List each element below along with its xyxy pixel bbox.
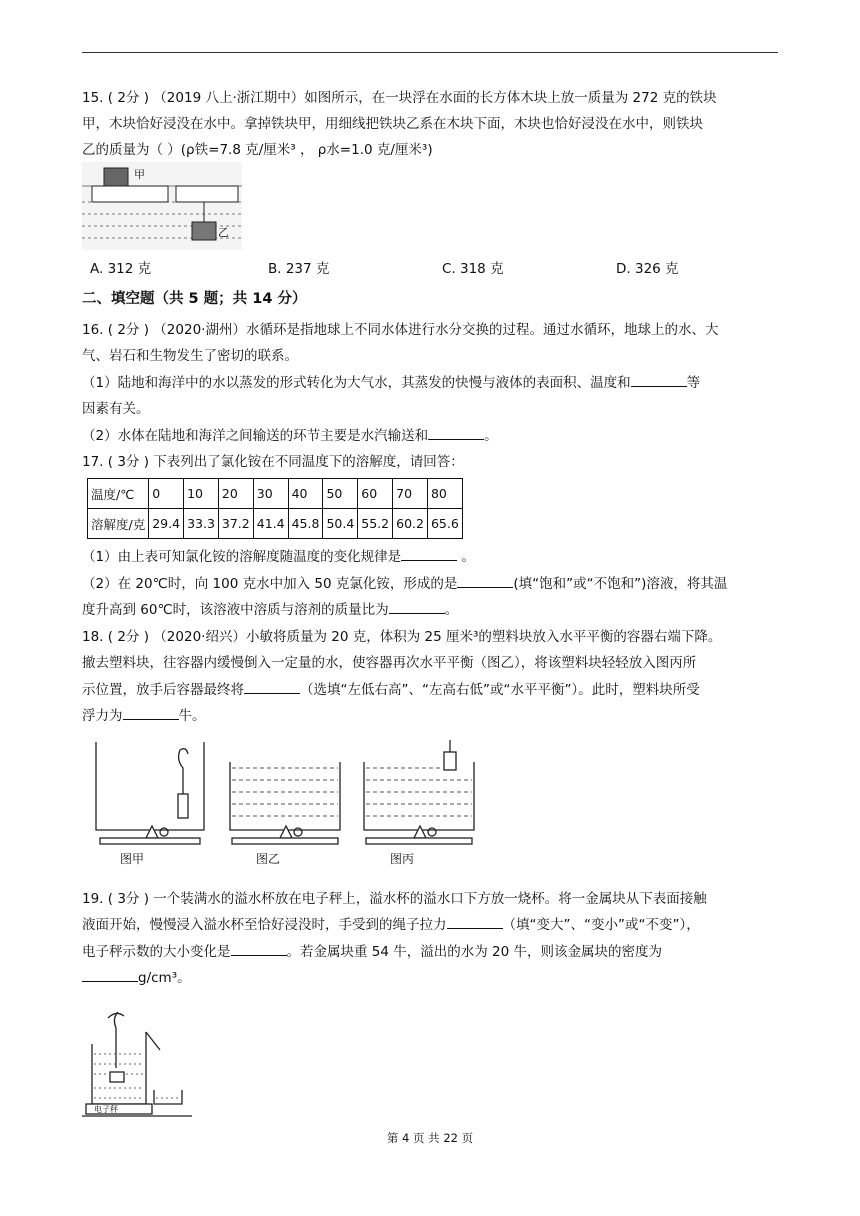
table-cell: 41.4	[253, 509, 288, 539]
option-d[interactable]: D. 326 克	[616, 261, 679, 277]
section-title: 二、填空题（共 5 题；共 14 分）	[82, 291, 307, 307]
fig-label-yi: 图乙	[256, 852, 281, 866]
table-cell: 45.8	[288, 509, 323, 539]
q15-line2: 甲，木块恰好浸没在水中。拿掉铁块甲，用细线把铁块乙系在木块下面，木块也恰好浸没在水中，则铁块	[82, 116, 703, 132]
table-cell: 温度/℃	[88, 479, 149, 509]
fig-label-yi: 乙	[218, 226, 229, 239]
blank[interactable]	[389, 599, 445, 614]
table-cell: 40	[288, 479, 323, 509]
fig-label-jia: 甲	[134, 168, 145, 181]
q17-sub1: （1）由上表可知氯化铵的溶解度随温度的变化规律是 。	[82, 545, 782, 569]
q16-sub2: （2）水体在陆地和海洋之间输送的环节主要是水汽输送和 。	[82, 424, 782, 448]
table-cell: 60.2	[393, 509, 428, 539]
blank[interactable]	[457, 573, 513, 588]
q15-options	[90, 257, 770, 281]
blank[interactable]	[428, 425, 484, 440]
table-cell: 37.2	[218, 509, 253, 539]
table-cell: 50.4	[323, 509, 358, 539]
table-row	[88, 509, 463, 539]
table-cell: 50	[323, 479, 358, 509]
q17-sub2-cont: 度升高到 60℃时，该溶液中溶质与溶剂的质量比为 。	[82, 598, 782, 622]
table-cell: 70	[393, 479, 428, 509]
fig-label-bing: 图丙	[390, 852, 415, 866]
table-cell: 60	[358, 479, 393, 509]
q16-line1: 16. ( 2分 ) （2020·湖州）水循环是指地球上不同水体进行水分交换的过程。通过水循环，地球上的水、大	[82, 322, 719, 338]
q18-line3: 示位置，放手后容器最终将 （选填“左低右高”、“左高右低”或“水平平衡”）。此时，塑料块所受	[82, 678, 782, 702]
q17-intro: 17. ( 3分 ) 下表列出了氯化铵在不同温度下的溶解度，请回答：	[82, 454, 464, 470]
table-cell: 10	[184, 479, 219, 509]
table-cell: 65.6	[427, 509, 462, 539]
option-c[interactable]: C. 318 克	[442, 261, 504, 277]
q19-line2: 液面开始，慢慢浸入溢水杯至恰好浸没时，手受到的绳子拉力 （填“变大”、“变小”或“不变”），	[82, 913, 782, 937]
option-b[interactable]: B. 237 克	[268, 261, 330, 277]
blank[interactable]	[401, 546, 457, 561]
table-cell: 29.4	[149, 509, 184, 539]
q17-sub2: （2）在 20℃时，向 100 克水中加入 50 克氯化铵，形成的是 (填“饱和”或“不饱和”)溶液，将其温	[82, 572, 782, 596]
table-cell: 80	[427, 479, 462, 509]
q15-line3: 乙的质量为（ ）(ρ铁=7.8 克/厘米³ ， ρ水=1.0 克/厘米³)	[82, 142, 433, 158]
table-row	[88, 479, 463, 509]
q18-figures	[90, 738, 510, 848]
q19-line4: g/cm³。	[82, 966, 782, 990]
q16-sub1: （1）陆地和海洋中的水以蒸发的形式转化为大气水，其蒸发的快慢与液体的表面积、温度和 等	[82, 371, 782, 395]
q19-figure	[82, 1008, 200, 1120]
table-cell: 30	[253, 479, 288, 509]
table-cell: 0	[149, 479, 184, 509]
blank[interactable]	[447, 914, 503, 929]
blank[interactable]	[123, 705, 179, 720]
page-footer: 第 4 页 共 22 页	[386, 1131, 474, 1145]
fig-label-jia: 图甲	[120, 852, 145, 866]
blank[interactable]	[231, 941, 287, 956]
q19-line1: 19. ( 3分 ) 一个装满水的溢水杯放在电子秤上，溢水杯的溢水口下方放一烧杯。将一金属块从下表面接触	[82, 891, 707, 907]
q18-line4: 浮力为 牛。	[82, 704, 782, 728]
q19-line3: 电子秤示数的大小变化是 。若金属块重 54 牛，溢出的水为 20 牛，则该金属块的密度为	[82, 940, 782, 964]
blank[interactable]	[82, 967, 138, 982]
fig-label-scale: 电子秤	[94, 1105, 118, 1114]
blank[interactable]	[631, 372, 687, 387]
table-cell: 33.3	[184, 509, 219, 539]
q18-line1: 18. ( 2分 ) （2020·绍兴）小敏将质量为 20 克，体积为 25 厘米³的塑料块放入水平平衡的容器右端下降。	[82, 629, 722, 645]
option-a[interactable]: A. 312 克	[90, 261, 152, 277]
q15-line1: 15. ( 2分 ) （2019 八上·浙江期中）如图所示，在一块浮在水面的长方体木块上放一质量为 272 克的铁块	[82, 90, 717, 106]
q16-sub1-cont: 因素有关。	[82, 401, 150, 417]
blank[interactable]	[244, 679, 300, 694]
table-cell: 55.2	[358, 509, 393, 539]
table-cell: 20	[218, 479, 253, 509]
header-rule	[82, 52, 778, 53]
q15-figure	[82, 162, 242, 250]
solubility-table	[87, 478, 463, 539]
table-cell: 溶解度/克	[88, 509, 149, 539]
q18-line2: 撤去塑料块，往容器内缓慢倒入一定量的水，使容器再次水平平衡（图乙），将该塑料块轻轻放入图丙所	[82, 655, 697, 671]
q16-line2: 气、岩石和生物发生了密切的联系。	[82, 348, 298, 364]
